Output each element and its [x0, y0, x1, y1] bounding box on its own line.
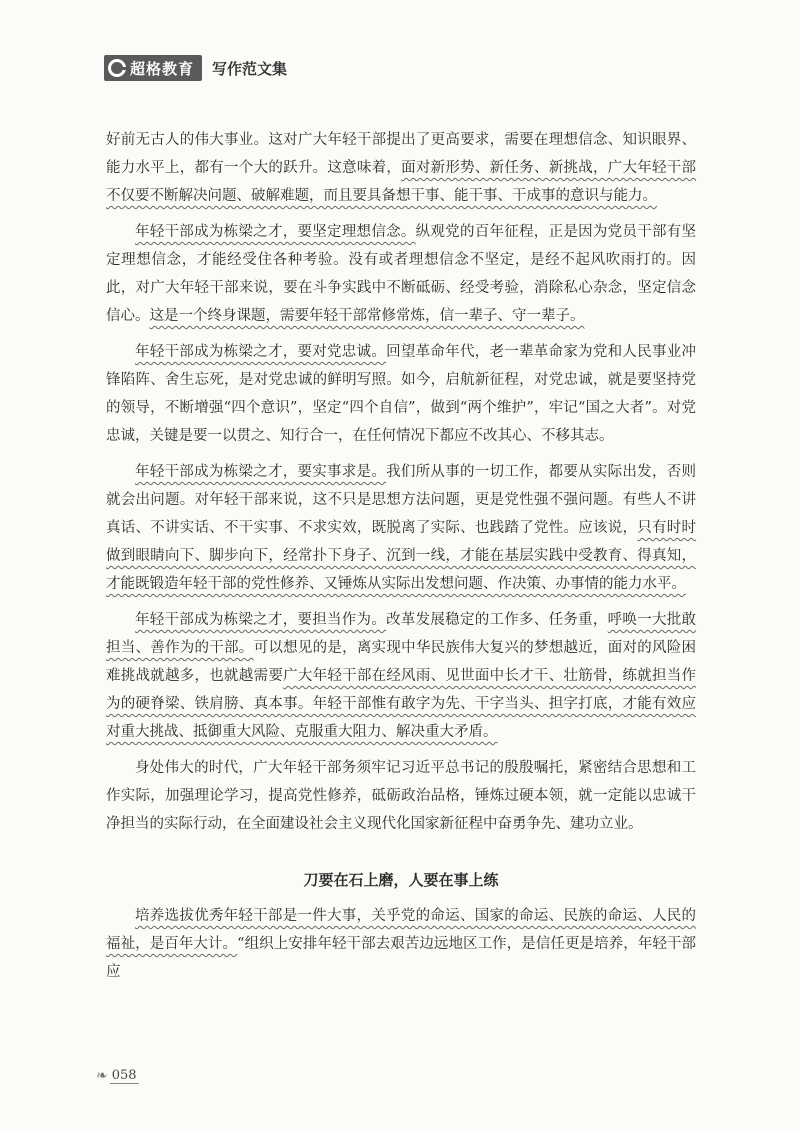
page-number: 058	[111, 1068, 137, 1083]
paragraph-5	[106, 606, 696, 746]
underlined-passage: 只有时时做到眼睛向下、脚步向下，经常扑下身子、沉到一线，才能在基层实践中受教育、得真知，才能既锻造年轻干部的党性修养、又锤炼从实际出发想问题、作决策、办事情的能力水平。	[106, 520, 697, 592]
paragraph-2	[106, 218, 696, 330]
paragraph-3-text: 回望革命年代，老一辈革命家为党和人民事业冲锋陷阵、舍生忘死，是对党忠诚的鲜明写照。如今，启航新征程，对党忠诚，就是要坚持党的领导，不断增强“四个意识”，坚定“四个自信”，做到“两个维护”，牢记“国之大者”。对党忠诚，关键是要一以贯之、知行合一，在任何情况下都应不改其心、不移其志。	[106, 344, 696, 444]
paragraph-6	[106, 754, 696, 838]
underlined-passage: 年轻干部成为栋梁之才，要担当作为。	[135, 612, 387, 628]
paragraph-2-text: 纵观党的百年征程，正是因为党员干部有坚定理想信念，才能经受住各种考验。没有或者理想信念不坚定，是经不起风吹雨打的。因此，对广大年轻干部来说，要在斗争实践中不断砥砺、经受考验，消除私心杂念，坚定信念信心。	[106, 224, 697, 324]
paragraph-3	[106, 338, 696, 450]
logo-text: 超格教育	[130, 59, 195, 78]
underlined-passage: 呼唤一大批敢担当、善作为的干部。	[106, 612, 697, 656]
paragraph-1-text: 好前无古人的伟大事业。这对广大年轻干部提出了更高要求，需要在理想信念、知识眼界、能力水平上，都有一个大的跃升。这意味着，	[106, 132, 696, 176]
paragraph-5-text-2: 可以想见的是，离实现中华民族伟大复兴的梦想越近，面对的风险困难挑战就越多，也就越需要	[106, 640, 697, 684]
paragraph-7-text: “组织上安排年轻干部去艰苦边远地区工作，是信任更是培养，年轻干部应	[106, 936, 697, 980]
underlined-passage: 广大年轻干部在经风雨、见世面中长才干、壮筋骨，练就担当作为的硬脊梁、铁肩膀、真本事。年轻干部惟有敢字为先、干字当头、担字打底，才能有效应对重大挑战、抵御重大风险、克服重大阻力、解决重大矛盾。	[106, 668, 696, 740]
footer-ornament-icon: ❧	[96, 1068, 108, 1084]
underlined-passage: 面对新形势、新任务、新挑战，广大年轻干部不仅要不断解决问题、破解难题，而且要具备想干事、能干事、干成事的意识与能力。	[106, 160, 697, 204]
paragraph-6-text: 身处伟大的时代，广大年轻干部务须牢记习近平总书记的殷殷嘱托，紧密结合思想和工作实际，加强理论学习，提高党性修养，砥砺政治品格，锤炼过硬本领，就一定能以忠诚干净担当的实际行动，在全面建设社会主义现代化国家新征程中奋勇争先、建功立业。	[106, 760, 696, 832]
underlined-passage: 这是一个终身课题，需要年轻干部常修常炼，信一辈子、守一辈子。	[149, 308, 585, 324]
paragraph-1	[106, 126, 696, 210]
underlined-passage: 年轻干部成为栋梁之才，要实事求是。	[135, 464, 387, 480]
underlined-passage: 培养选拔优秀年轻干部是一件大事，关乎党的命运、国家的命运、民族的命运、人民的福祉，是百年大计。	[106, 908, 696, 952]
paragraph-4-text: 我们所从事的一切工作，都要从实际出发，否则就会出问题。对年轻干部来说，这不只是思想方法问题，更是党性强不强问题。有些人不讲真话、不讲实话、不干实事、不求实效，既脱离了实际、也践踏了党性。应该说，	[106, 464, 696, 536]
paragraph-7	[106, 902, 696, 986]
logo-c-icon	[108, 59, 126, 77]
document-body	[106, 126, 696, 994]
underlined-passage: 年轻干部成为栋梁之才，要对党忠诚。	[135, 344, 387, 360]
brand-logo	[104, 55, 202, 81]
underlined-passage: 年轻干部成为栋梁之才，要坚定理想信念。	[135, 224, 416, 240]
book-title: 写作范文集	[212, 59, 288, 78]
section-heading: 刀要在石上磨，人要在事上练	[303, 871, 499, 889]
paragraph-5-text: 改革发展稳定的工作多、任务重，	[386, 612, 608, 628]
page-header	[104, 55, 287, 81]
paragraph-4	[106, 458, 696, 598]
page-footer	[96, 1068, 139, 1084]
